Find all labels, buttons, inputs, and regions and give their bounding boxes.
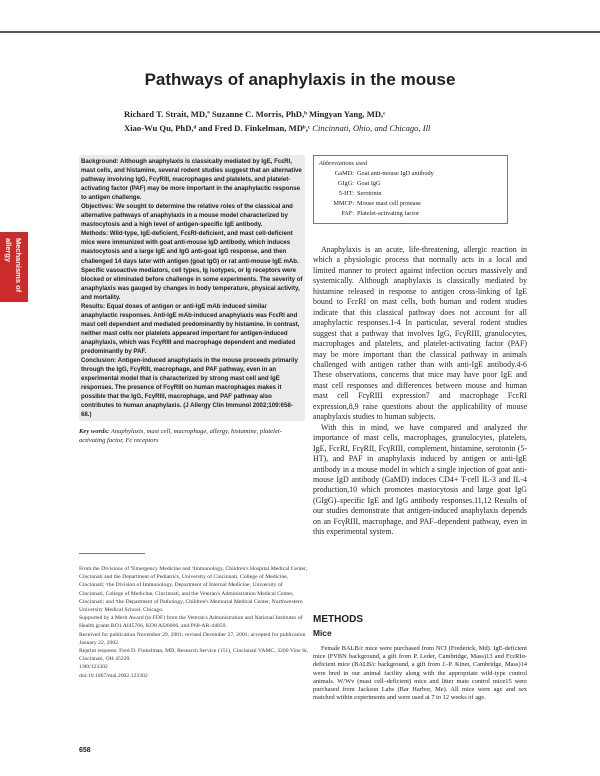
abstract-methods-text: Wild-type, IgE-deficient, FcεRI-deficient, and mast cell-deficient mice were immunized with goat anti-mouse IgD antibody, which induces mastocytosis and a large IgE and IgG anti-goat IgG response, and then challenged 14 days later with antigen (goat IgG) or rat anti-mouse IgE mAb. Specific vasoactive mediators, cell types, Ig isotypes, or Ig receptors were blocked or eliminated before challenge in some experiments. The severity of anaphylaxis was gauged by changes in body temperature, physical activity, and mortality. xyxy=(81,230,303,301)
section-side-tab-label: Mechanisms of allergy xyxy=(4,238,23,293)
abbreviation-key: GaMD: xyxy=(334,170,354,177)
abstract-objectives-label: Objectives: xyxy=(81,203,114,211)
authors-line-1: Richard T. Strait, MD,ª Suzanne C. Morris, PhD,ᵇ Mingyan Yang, MD,ᶜ xyxy=(124,109,386,119)
abstract-column xyxy=(79,155,305,445)
abbreviation-value: Serotonin xyxy=(357,190,382,197)
footnotes xyxy=(79,565,309,680)
abstract-results-label: Results: xyxy=(81,302,106,310)
authors-line-2-wrap xyxy=(124,121,564,135)
abstract-objectives xyxy=(81,202,303,229)
keywords-text: Anaphylaxis, mast cell, macrophage, allergy, histamine, platelet-activating factor, Fc receptors xyxy=(79,428,282,445)
abstract-results xyxy=(81,302,303,356)
authors-line-2: Xiao-Wu Qu, PhD,ᵈ and Fred D. Finkelman, MDᵇ,ᶜ xyxy=(124,123,311,133)
intro-paragraph-2: With this in mind, we have compared and analyzed the importance of mast cells, macrophages, granulocytes, platelets, IgE, FcεRI, FcγRII, FcγRIII, complement, histamine, serotonin (5-HT), and PAF in anaphylaxis induced by antigen or anti-IgE antibody in a mouse model in which a single injection of goat anti-mouse IgD antibody (GaMD) induces CD4+ T-cell IL-3 and IL-4 production,10 which promotes mastocytosis and large goat IgG (GIgG)–specific IgE and IgG antibody responses.11,12 Results of our studies demonstrate that antigen-induced anaphylaxis depends on an FcγRIII, macrophage, and PAF–dependent pathway, even in this experimental system. xyxy=(313,422,527,537)
abbreviation-value: Platelet-activating factor xyxy=(357,210,420,217)
intro-paragraph-1: Anaphylaxis is an acute, life-threatening, allergic reaction in which a physiologic process that normally acts in a local and limited manner to protect against infection occurs massively and systemically. Although anaphylaxis is classically mediated by histamine released in response to antigen cross-linking of IgE bound to FcεRI on mast cells, both human and rodent studies indicate that this classical pathway does not account for all anaphylactic responses.1-4 In particular, several rodent studies suggest that a pathway that involves IgG, FcγRIII, granulocytes, macrophages and platelets, and platelet-activating factor (PAF) may be more important than the classical pathway in animals challenged with antigen rather than with anti-IgE antibody.4-6 These observations, concerns that mice may have poor IgE and mast cell responses and differences between mouse and human mast cell FcγRIII expression7 and macrophage FcεRI expression,8,9 raise questions about the applicability of mouse anaphylaxis studies to human subjects. xyxy=(313,245,527,422)
footnote-supported: Supported by a Merit Award (to FDF) from the Veteran's Administration and National Institutes of Health grants RO1 AI45766, KO8 AI26006, and P60-AR-44059. xyxy=(79,615,303,630)
abbreviations-box xyxy=(313,155,508,224)
abstract-conclusion xyxy=(81,356,303,419)
abbreviation-value: Goat IgG xyxy=(357,180,381,187)
abbreviation-key: 5-HT: xyxy=(338,190,354,197)
footnote-received: Received for publication November 29, 2001; revised December 27, 2001; accepted for publication January 22, 2002. xyxy=(79,631,306,646)
abbreviation-key: PAF: xyxy=(341,210,354,217)
abstract-conclusion-label: Conclusion: xyxy=(81,357,117,365)
abstract-background xyxy=(81,157,303,202)
abstract-conclusion-text: Antigen-induced anaphylaxis in the mouse proceeds primarily through the IgG, FcγRIII, macrophage, and PAF pathway, even in an experimental model that is characterized by strong mast cell and IgE responses. The presence of FcγRIII on human macrophages makes it possible that the IgG, FcγRIII, macrophage, and PAF pathway also contributes to human anaphylaxis. (J Allergy Clin Immunol 2002;109:658-68.) xyxy=(81,357,298,419)
abstract-background-text: Although anaphylaxis is classically mediated by IgE, FcεRI, mast cells, and histamine, several rodent studies suggest that an alternative pathway involving IgG, FcγRIII, macrophages and platelets, and platelet-activating factor (PAF) may be more important in the anaphylactic response to antigen challenge. xyxy=(81,158,302,202)
abbreviations-title: Abbreviations used xyxy=(319,160,368,167)
abbreviation-value: Goat anti-mouse IgD antibody xyxy=(357,170,434,177)
methods-body xyxy=(313,645,527,702)
author-affiliation: Cincinnati, Ohio, and Chicago, Ill xyxy=(312,123,431,133)
abstract-methods xyxy=(81,229,303,301)
mice-subheading: Mice xyxy=(313,628,332,638)
introduction-text xyxy=(313,245,527,538)
keywords xyxy=(79,427,305,445)
abbreviation-value: Mouse mast cell protease xyxy=(357,200,421,207)
methods-heading: METHODS xyxy=(313,614,363,625)
abstract-methods-label: Methods: xyxy=(81,230,109,238)
methods-paragraph: Female BALB/c mice were purchased from NCI (Frederick, Md). IgE-deficient mice (FVBN background, a gift from P. Leder, Cambridge, Mass)13 and FcεRIα-deficient mice (BALB/c background, a gift from J.-P. Kinet, Cambridge, Mass)14 were bred in our animal facility along with the appropriate wild-type control animals. W/Wv (mast cell–deficient) mice and litter mate control mice15 were purchased from Jackson Labs (Bar Harbor, Me). All mice were age and sex matched within experiments and were used at 7 to 12 weeks of age. xyxy=(313,645,527,702)
abstract-box xyxy=(79,155,305,421)
section-side-tab xyxy=(0,232,28,302)
keywords-label: Key words: xyxy=(79,428,110,436)
author-block xyxy=(124,107,564,135)
abbreviation-key: GIgG: xyxy=(337,180,354,187)
abstract-objectives-text: We sought to determine the relative roles of the classical and alternative pathways of anaphylaxis in a mouse model characterized by mastocytosis and a high level of antigen-specific IgE antibody. xyxy=(81,203,293,229)
header-rule xyxy=(0,31,600,33)
page-number: 658 xyxy=(79,747,91,754)
footnote-code: 1/80/123302 xyxy=(79,664,108,671)
article-title: Pathways of anaphylaxis in the mouse xyxy=(144,70,456,89)
footnote-from: From the Divisions of ªEmergency Medicine and ᵇImmunology, Children's Hospital Medical Center, Cincinnati and the Department of Pediatrics, University of Cincinnati, College of Medicine, Cincinnati; ᶜthe Division of Immunology, Department of Internal Medicine, University of Cincinnati, College of Medicine, Cincinnati, and the Veteran's Administration Medical Center, Cincinnati; and ᵈthe Department of Pathology, Children's Memorial Medical Center, Northwestern University Medical School, Chicago. xyxy=(79,566,308,614)
footnote-rule xyxy=(79,553,145,554)
abstract-background-label: Background: xyxy=(81,158,119,165)
footnote-reprint: Reprint requests: Fred D. Finkelman, MD, Research Service (151), Cincinnati VAMC, 3200 Vine St, Cincinnati, OH 45220. xyxy=(79,648,309,663)
abbreviation-key: MMCP: xyxy=(333,200,354,207)
footnote-doi: doi:10.1067/mai.2002.123302 xyxy=(79,672,148,679)
abstract-results-text: Equal doses of antigen or anti-IgE mAb induced similar anaphylactic responses. Anti-IgE mAb-induced anaphylaxis was FcεRI and mast cell dependent and mediated predominantly by histamine. In contrast, neither mast cells nor platelets appeared important for antigen-induced anaphylaxis, which was FcγRIII and macrophage dependent and mediated predominantly by PAF. xyxy=(81,302,300,355)
